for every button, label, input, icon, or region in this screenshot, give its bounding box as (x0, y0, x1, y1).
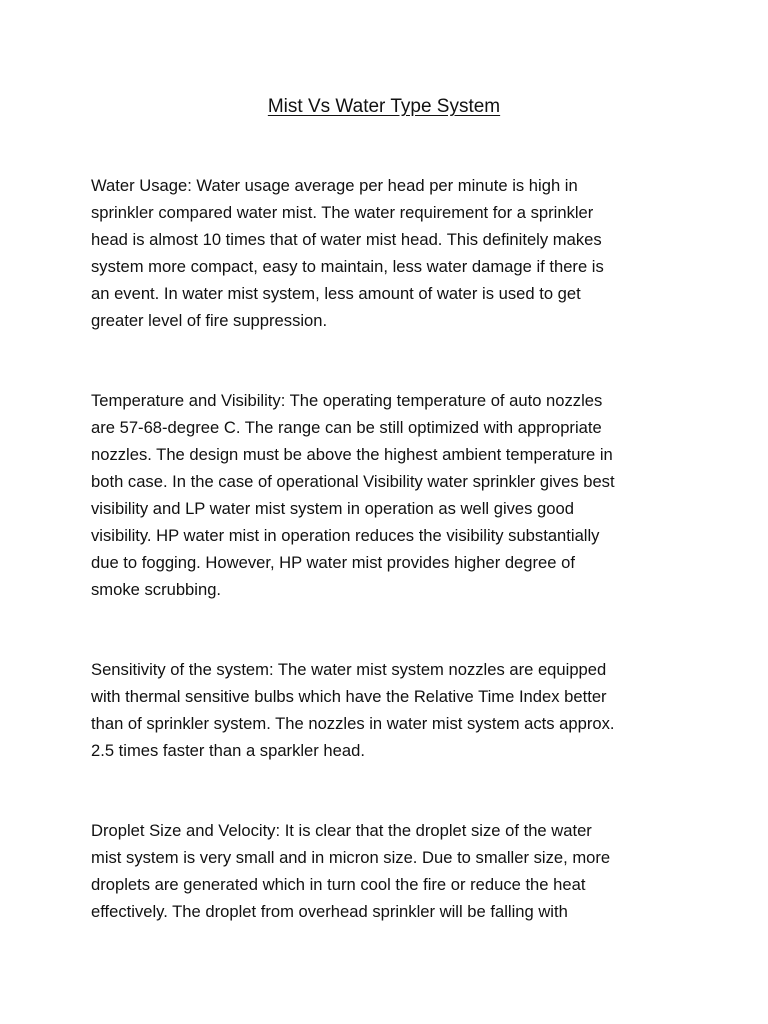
paragraph-droplet-size: Droplet Size and Velocity: It is clear that the droplet size of the water mist system is very small and in micron size. Due to smaller size, more droplets are generated which in turn cool the fire or reduce the heat effectively. The droplet from overhead sprinkler will be falling with (91, 821, 611, 921)
document-title: Mist Vs Water Type System (267, 96, 501, 117)
document-body (91, 172, 691, 978)
paragraph-temperature-visibility: Temperature and Visibility: The operating temperature of auto nozzles are 57-68-degree C. The range can be still optimized with appropriate nozzles. The design must be above the highest ambient temperature in both case. In the case of operational Visibility water sprinkler gives best visibility and LP water mist system in operation as well gives good visibility. HP water mist in operation reduces the visibility substantially due to fogging. However, HP water mist provides higher degree of smoke scrubbing. (91, 391, 615, 599)
paragraph-water-usage: Water Usage: Water usage average per head per minute is high in sprinkler compared water mist. The water requirement for a sprinkler head is almost 10 times that of water mist head. This definitely makes system more compact, easy to maintain, less water damage if there is an event. In water mist system, less amount of water is used to get greater level of fire suppression. (91, 176, 604, 330)
paragraph-sensitivity: Sensitivity of the system: The water mist system nozzles are equipped with thermal sensitive bulbs which have the Relative Time Index better than of sprinkler system. The nozzles in water mist system acts approx. 2.5 times faster than a sparkler head. (91, 660, 615, 760)
